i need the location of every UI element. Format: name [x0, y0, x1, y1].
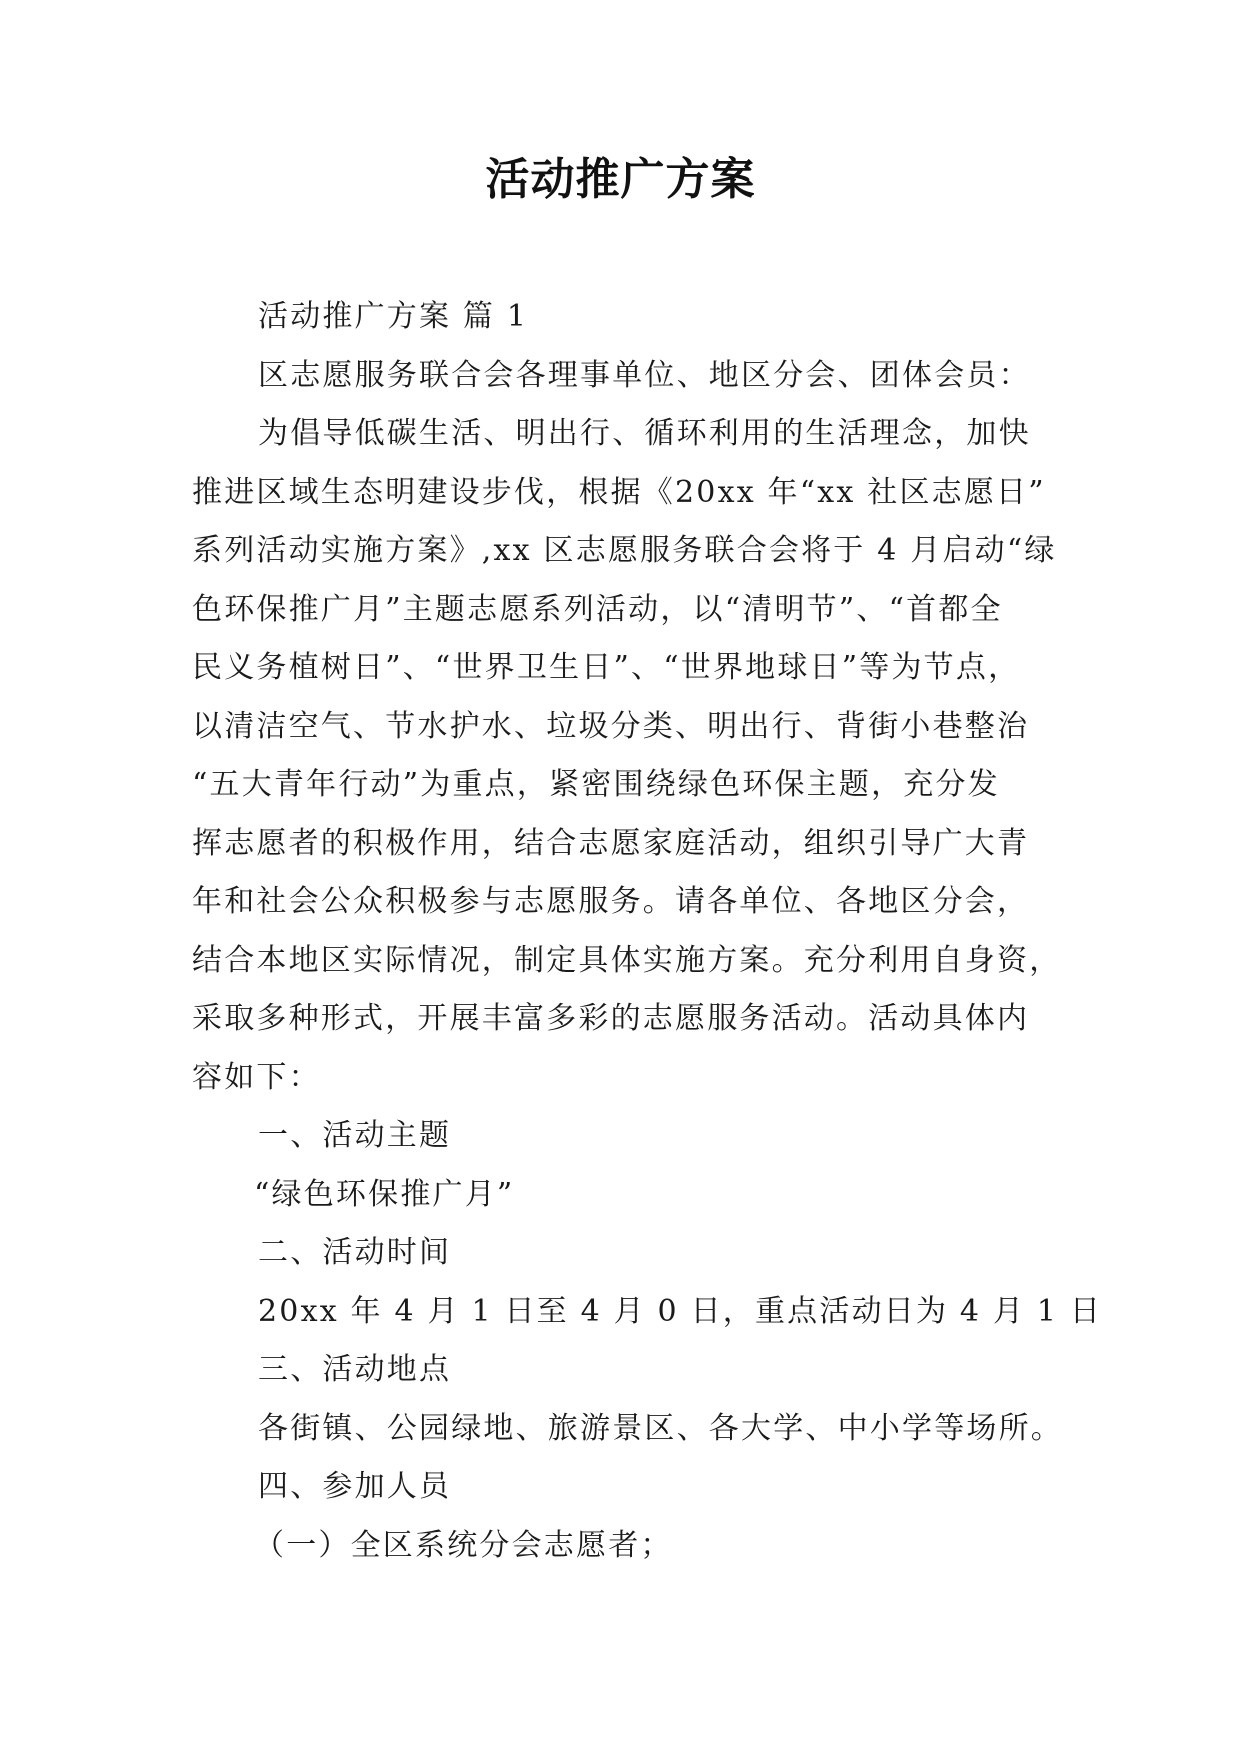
- section-heading: 一、活动主题: [258, 1118, 452, 1153]
- paragraph-line: 挥志愿者的积极作用，结合志愿家庭活动，组织引导广大青: [192, 825, 1030, 861]
- section-heading: 三、活动地点: [258, 1352, 452, 1387]
- paragraph-line: 民义务植树日”、“世界卫生日”、“世界地球日”等为节点，: [192, 650, 1021, 685]
- section-heading: 活动推广方案 篇 1: [258, 299, 529, 334]
- section-text: 20xx 年 4 月 1 日至 4 月 0 日，重点活动日为 4 月 1 日: [258, 1293, 1103, 1329]
- paragraph-line: 以清洁空气、节水护水、垃圾分类、明出行、背街小巷整治: [192, 708, 1030, 744]
- paragraph-line: 推进区域生态明建设步伐，根据《20xx 年“xx 社区志愿日”: [192, 474, 1046, 510]
- paragraph-line: 容如下：: [192, 1059, 321, 1095]
- paragraph-line: 为倡导低碳生活、明出行、循环利用的生活理念，加快: [258, 416, 1031, 451]
- paragraph-line: 年和社会公众积极参与志愿服务。请各单位、各地区分会，: [192, 884, 1030, 919]
- paragraph-line: 结合本地区实际情况，制定具体实施方案。充分利用自身资，: [192, 942, 1062, 978]
- document-body: [192, 288, 1103, 1575]
- section-text: 各街镇、公园绿地、旅游景区、各大学、中小学等场所。: [258, 1410, 1063, 1446]
- paragraph-line: “五大青年行动”为重点，紧密围绕绿色环保主题，充分发: [192, 767, 1000, 802]
- paragraph-line: 采取多种形式，开展丰富多彩的志愿服务活动。活动具体内: [192, 1001, 1030, 1036]
- section-heading: 二、活动时间: [258, 1235, 452, 1270]
- paragraph-line: 色环保推广月”主题志愿系列活动，以“清明节”、“首都全: [192, 591, 1003, 627]
- paragraph-line: 系列活动实施方案》,xx 区志愿服务联合会将于 4 月启动“绿: [192, 533, 1057, 568]
- salutation: 区志愿服务联合会各理事单位、地区分会、团体会员：: [258, 357, 1031, 393]
- section-text: “绿色环保推广月”: [254, 1176, 515, 1212]
- document-title: 活动推广方案: [485, 154, 756, 205]
- section-heading: 四、参加人员: [258, 1469, 452, 1504]
- section-text: （一）全区系统分会志愿者；: [254, 1527, 673, 1563]
